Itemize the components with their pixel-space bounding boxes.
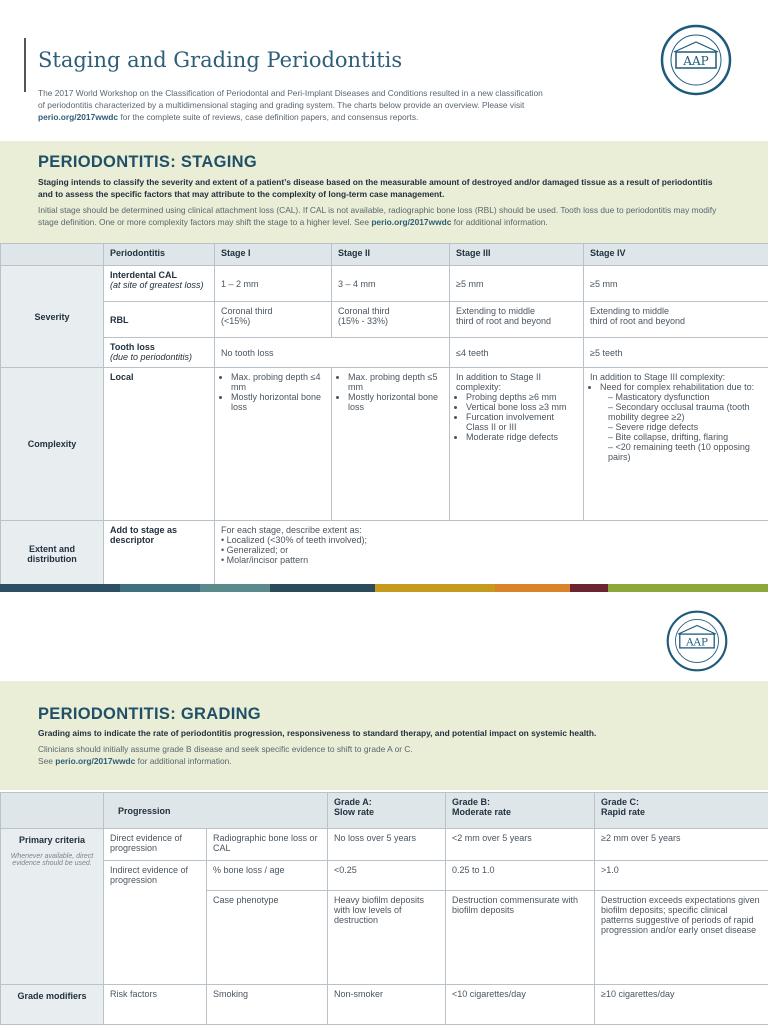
list-item: • Vertical bone loss ≥3 mm (466, 402, 577, 412)
grade-modifiers-label: Grade modifiers (1, 985, 104, 1025)
radiographic-label: Radiographic bone loss or CAL (207, 829, 328, 861)
grading-header-blank (1, 793, 104, 829)
svg-text:AAP: AAP (685, 636, 708, 648)
list-item: – Secondary occlusal trauma (tooth mobility degree ≥2) (608, 402, 762, 422)
radio-grade-a: No loss over 5 years (328, 829, 446, 861)
smoking-grade-a: Non-smoker (328, 985, 446, 1025)
pct-grade-c: >1.0 (595, 861, 768, 891)
list-item: • Moderate ridge defects (466, 432, 577, 442)
list-item: – Severe ridge defects (608, 422, 762, 432)
risk-factors-label: Risk factors (104, 985, 207, 1025)
tooth-stage-1-2: No tooth loss (215, 338, 450, 368)
header-stage-1: Stage I (215, 244, 332, 266)
stripe (375, 584, 495, 592)
grading-bold-text: Grading aims to indicate the rate of periodontitis progression, responsiveness to standard therapy, and potential impact on systemic health. (38, 727, 728, 739)
grading-text: Clinicians should initially assume grade B disease and seek specific evidence to shift to grade A or C. See perio.org/2017wwdc for additional information. (38, 743, 728, 767)
direct-evidence-label: Direct evidence of progression (104, 829, 207, 861)
tooth-stage-4: ≥5 teeth (584, 338, 768, 368)
list-item: • Need for complex rehabilitation due to: – Masticatory dysfunction – Secondary occlusal trauma (tooth mobility degree ≥2) – Severe ridge defects – Bite collapse, drifting, flaring – <20 remaining teeth (10 opposing pairs) (600, 382, 762, 462)
staging-link[interactable]: perio.org/2017wwdc (371, 217, 451, 227)
rbl-stage-4: Extending to middle third of root and beyond (584, 302, 768, 338)
tooth-stage-3: ≤4 teeth (450, 338, 584, 368)
severity-label: Severity (1, 266, 104, 368)
list-item: • Probing depths ≥6 mm (466, 392, 577, 402)
stripe (570, 584, 608, 592)
list-item: – <20 remaining teeth (10 opposing pairs) (608, 442, 762, 462)
pct-grade-a: <0.25 (328, 861, 446, 891)
header-stage-2: Stage II (332, 244, 450, 266)
list-item: • Furcation involvement Class II or III (466, 412, 577, 432)
rbl-stage-1: Coronal third (<15%) (215, 302, 332, 338)
list-item: • Localized (<30% of teeth involved); (221, 535, 763, 545)
grading-link[interactable]: perio.org/2017wwdc (55, 756, 135, 766)
smoking-label: Smoking (207, 985, 328, 1025)
header-stage-3: Stage III (450, 244, 584, 266)
list-item: • Mostly horizontal bone loss (348, 392, 443, 412)
header-stage-4: Stage IV (584, 244, 768, 266)
list-item: • Max. probing depth ≤4 mm (231, 372, 325, 392)
cal-stage-1: 1 – 2 mm (215, 266, 332, 302)
pct-grade-b: 0.25 to 1.0 (446, 861, 595, 891)
radio-grade-b: <2 mm over 5 years (446, 829, 595, 861)
local-label: Local (104, 368, 215, 521)
stripe (0, 584, 120, 592)
case-phenotype-label: Case phenotype (207, 891, 328, 985)
page-title: Staging and Grading Periodontitis (38, 48, 402, 72)
header-periodontitis: Periodontitis (104, 244, 215, 266)
staging-text: Initial stage should be determined using clinical attachment loss (CAL). If CAL is not available, radiographic bone loss (RBL) should be used. Tooth loss due to periodontitis may modify stage definition. One or more complexity factors may shift the stage to a higher level. See perio.org/2017wwdc for additional information. (38, 204, 728, 228)
rbl-label: RBL (104, 302, 215, 338)
complexity-stage-2 (332, 368, 450, 521)
grading-table (0, 792, 768, 1025)
list-item: • Mostly horizontal bone loss (231, 392, 325, 412)
smoking-grade-c: ≥10 cigarettes/day (595, 985, 768, 1025)
phenotype-grade-a: Heavy biofilm deposits with low levels of destruction (328, 891, 446, 985)
stripe (120, 584, 200, 592)
intro-link[interactable]: perio.org/2017wwdc (38, 112, 118, 122)
extent-label: Extent and distribution (1, 521, 104, 587)
list-item: – Masticatory dysfunction (608, 392, 762, 402)
smoking-grade-b: <10 cigarettes/day (446, 985, 595, 1025)
aap-logo-2 (666, 610, 728, 672)
grading-title: PERIODONTITIS: GRADING (38, 705, 261, 724)
phenotype-grade-b: Destruction commensurate with biofilm deposits (446, 891, 595, 985)
cal-stage-2: 3 – 4 mm (332, 266, 450, 302)
complexity-stage-3: In addition to Stage II complexity: • Probing depths ≥6 mm • Vertical bone loss ≥3 mm • Furcation involvement Class II or III • Moderate ridge defects (450, 368, 584, 521)
stripe (270, 584, 375, 592)
complexity-stage-4: In addition to Stage III complexity: • Need for complex rehabilitation due to: – Masticatory dysfunction – Secondary occlusal trauma (tooth mobility degree ≥2) – Severe ridge defects – Bite collapse, drifting, flaring – <20 remaining teeth (10 opposing pairs) (584, 368, 768, 521)
cal-label: Interdental CAL (at site of greatest loss) (104, 266, 215, 302)
title-accent-bar (24, 38, 26, 92)
radio-grade-c: ≥2 mm over 5 years (595, 829, 768, 861)
stripe (495, 584, 570, 592)
tooth-loss-label: Tooth loss (due to periodontitis) (104, 338, 215, 368)
staging-title: PERIODONTITIS: STAGING (38, 153, 257, 172)
header-grade-b: Grade B: Moderate rate (446, 793, 595, 829)
indirect-evidence-label: Indirect evidence of progression (104, 861, 207, 985)
list-item: • Generalized; or (221, 545, 763, 555)
primary-criteria-label: Primary criteria Whenever available, direct evidence should be used. (1, 829, 104, 985)
aap-logo (660, 24, 732, 96)
color-stripe-divider (0, 584, 768, 592)
complexity-label: Complexity (1, 368, 104, 521)
staging-header-blank (1, 244, 104, 266)
list-item: • Molar/incisor pattern (221, 555, 763, 565)
staging-table (0, 243, 768, 587)
stripe (608, 584, 768, 592)
intro-paragraph: The 2017 World Workshop on the Classification of Periodontal and Peri-Implant Diseases and Conditions resulted in a new classification of periodontitis characterized by a multidimensional staging and grading system. The charts below provide an overview. Please visit perio.org/2017wwdc for the complete suite of reviews, case definition papers, and consensus reports. (38, 87, 548, 123)
header-grade-a: Grade A: Slow rate (328, 793, 446, 829)
extent-description: For each stage, describe extent as: • Localized (<30% of teeth involved); • Generalized; or • Molar/incisor pattern (215, 521, 768, 587)
list-item: • Max. probing depth ≤5 mm (348, 372, 443, 392)
cal-stage-3: ≥5 mm (450, 266, 584, 302)
header-grade-c: Grade C: Rapid rate (595, 793, 768, 829)
header-progression: Progression (104, 793, 328, 829)
staging-bold-text: Staging intends to classify the severity and extent of a patient’s disease based on the measurable amount of destroyed and/or damaged tissue as a result of periodontitis and to assess the specific factors that may attribute to the complexity of long-term case management. (38, 176, 728, 200)
rbl-stage-3: Extending to middle third of root and beyond (450, 302, 584, 338)
pct-bone-loss-label: % bone loss / age (207, 861, 328, 891)
stripe (200, 584, 270, 592)
complexity-stage-1 (215, 368, 332, 521)
phenotype-grade-c: Destruction exceeds expectations given biofilm deposits; specific clinical patterns suggestive of periods of rapid progression and/or early onset disease (595, 891, 768, 985)
cal-stage-4: ≥5 mm (584, 266, 768, 302)
rbl-stage-2: Coronal third (15% - 33%) (332, 302, 450, 338)
svg-text:AAP: AAP (682, 54, 708, 68)
list-item: – Bite collapse, drifting, flaring (608, 432, 762, 442)
descriptor-label: Add to stage as descriptor (104, 521, 215, 587)
